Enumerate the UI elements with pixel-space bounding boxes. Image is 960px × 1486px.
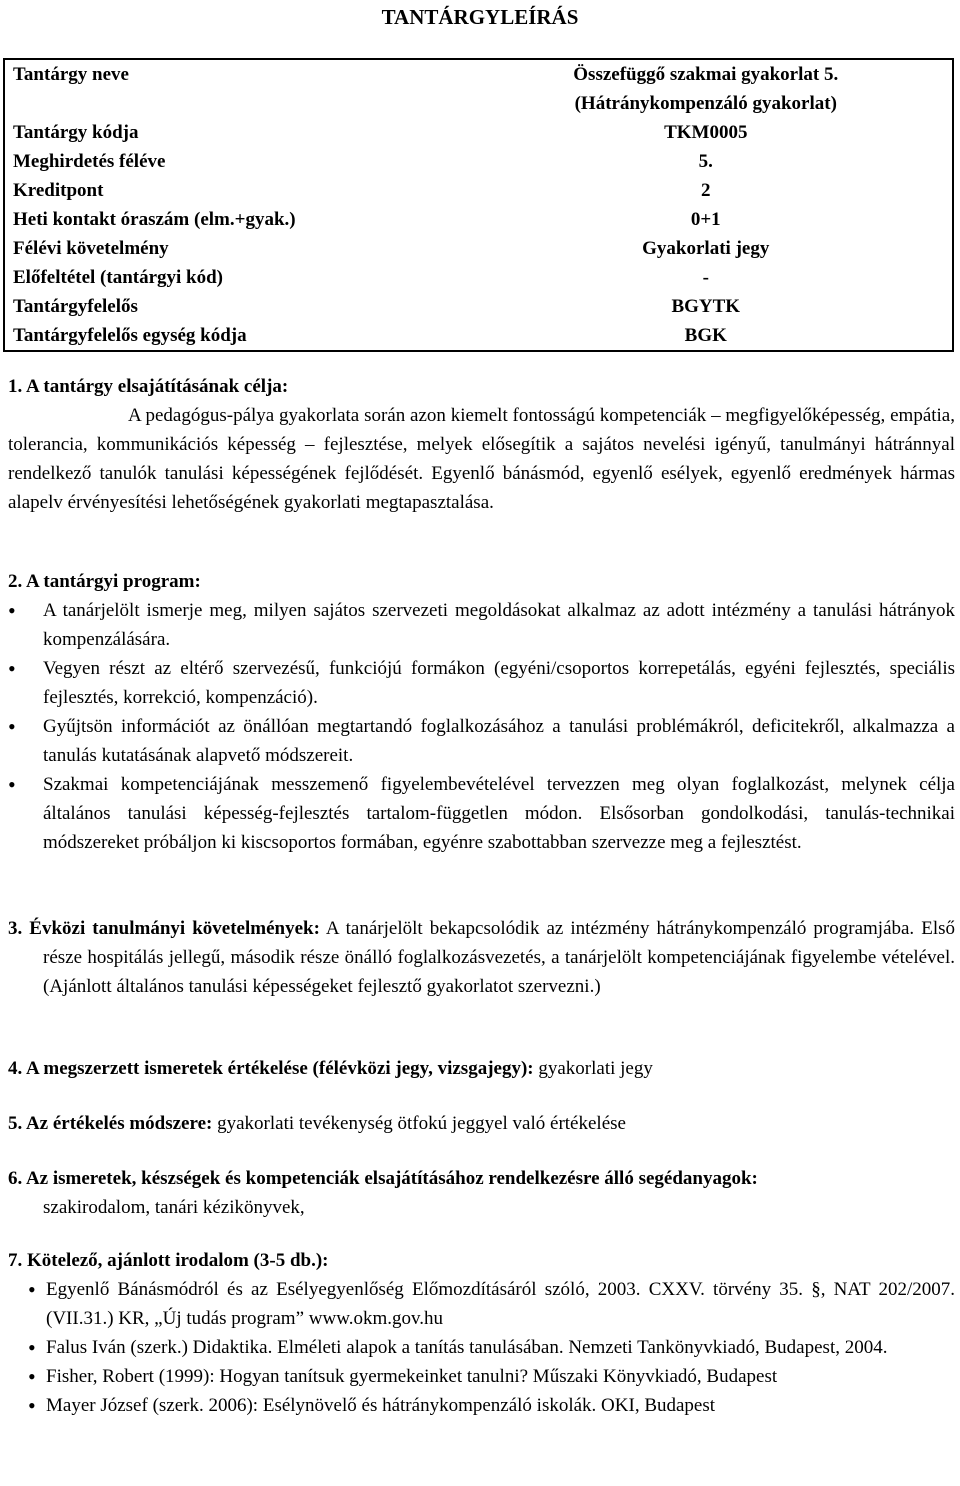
row-label: Tantárgyfelelős egység kódja bbox=[13, 325, 247, 346]
list-item: • Falus Iván (szerk.) Didaktika. Elméleti alapok a tanítás tanulásában. Nemzeti Tankönyvkiadó, Budapest, 2004. bbox=[8, 1333, 955, 1362]
table-row bbox=[4, 118, 953, 147]
list-item: • Egyenlő Bánásmódról és az Esélyegyenlőség Előmozdításáról szóló, 2003. CXXV. törvény 35. §, NAT 202/2007.(VII.31.) KR, „Új tudás program” www.okm.gov.hu bbox=[8, 1275, 955, 1333]
table-row bbox=[4, 147, 953, 176]
row-label: Tantárgyfelelős bbox=[13, 296, 138, 317]
list-item: • Vegyen részt az eltérő szervezésű, funkciójú formákon (egyéni/csoportos korrepetálás, egyéni fejlesztés, speciális fejlesztés, korrekció, kompenzáció). bbox=[8, 654, 955, 712]
section-text: szakirodalom, tanári kézikönyvek, bbox=[43, 1197, 305, 1218]
section-goal bbox=[8, 372, 955, 517]
section-program bbox=[8, 567, 955, 857]
section-heading: 1. A tantárgy elsajátításának célja: bbox=[8, 376, 289, 397]
section-text: A tanárjelölt bekapcsolódik az intézmény hátránykompenzáló programjába. Első része hospitálás jellegű, második része önálló foglalkozásvezetés, a tanárjelölt kompetenciájának figyelembe vételével. (Ajánlott általános tanulási képességeket fejlesztő gyakorlatot szervezni.) bbox=[43, 918, 955, 997]
row-value: BGK bbox=[684, 325, 727, 346]
section-text: gyakorlati jegy bbox=[538, 1058, 653, 1079]
section-assessment bbox=[8, 1054, 955, 1083]
table-row bbox=[4, 292, 953, 321]
course-info-table bbox=[3, 58, 954, 352]
table-row bbox=[4, 205, 953, 234]
list-item: • Mayer József (szerk. 2006): Esélynövelő és hátránykompenzáló iskolák. OKI, Budapest bbox=[8, 1391, 955, 1420]
section-body bbox=[8, 1109, 955, 1138]
row-value: BGYTK bbox=[671, 296, 741, 317]
list-item: • Fisher, Robert (1999): Hogyan tanítsuk gyermekeinket tanulni? Műszaki Könyvkiadó, Budapest bbox=[8, 1362, 955, 1391]
program-list bbox=[8, 596, 955, 857]
row-value: Összefüggő szakmai gyakorlat 5. (Hátránykompenzáló gyakorlat) bbox=[573, 64, 839, 114]
table-row bbox=[4, 234, 953, 263]
literature-list bbox=[8, 1275, 955, 1420]
section-body bbox=[8, 1054, 955, 1083]
document-title: TANTÁRGYLEÍRÁS bbox=[381, 5, 579, 29]
section-heading: 5. Az értékelés módszere: bbox=[8, 1113, 213, 1134]
row-label: Meghirdetés féléve bbox=[13, 151, 166, 172]
row-label: Előfeltétel (tantárgyi kód) bbox=[13, 267, 224, 288]
section-materials bbox=[8, 1164, 955, 1222]
row-label: Tantárgy kódja bbox=[13, 122, 139, 143]
section-text: gyakorlati tevékenység ötfokú jeggyel való értékelése bbox=[217, 1113, 626, 1134]
section-heading: 3. Évközi tanulmányi követelmények: bbox=[8, 918, 320, 939]
section-heading: 2. A tantárgyi program: bbox=[8, 571, 201, 592]
section-body bbox=[8, 914, 955, 1001]
table-row bbox=[4, 263, 953, 292]
row-value: 2 bbox=[701, 180, 711, 201]
section-literature bbox=[8, 1246, 955, 1420]
list-item: • A tanárjelölt ismerje meg, milyen sajátos szervezeti megoldásokat alkalmaz az adott intézmény a tanulási hátrányok kompenzálására. bbox=[8, 596, 955, 654]
list-item: • Szakmai kompetenciájának messzemenő figyelembevételével tervezzen meg olyan foglalkozást, melynek célja általános tanulási képesség-fejlesztés tartalom-független módon. Elsősorban gondolkodási, tanulás-technikai módszereket próbáljon ki kiscsoportos formában, egyénre szabottabban szervezze meg a fejlesztést. bbox=[8, 770, 955, 857]
table-row bbox=[4, 176, 953, 205]
section-requirements bbox=[8, 914, 955, 1001]
section-heading: 4. A megszerzett ismeretek értékelése (félévközi jegy, vizsgajegy): bbox=[8, 1058, 534, 1079]
section-method bbox=[8, 1109, 955, 1138]
row-label: Félévi követelmény bbox=[13, 238, 169, 259]
row-label: Kreditpont bbox=[13, 180, 104, 201]
row-value: Gyakorlati jegy bbox=[642, 238, 770, 259]
row-value: - bbox=[702, 267, 709, 288]
row-label: Heti kontakt óraszám (elm.+gyak.) bbox=[13, 209, 296, 230]
row-value: 5. bbox=[698, 151, 713, 172]
row-value: 0+1 bbox=[690, 209, 721, 230]
row-label: Tantárgy neve bbox=[13, 64, 129, 85]
section-text: A pedagógus-pálya gyakorlata során azon kiemelt fontosságú kompetenciák – megfigyelőképesség, empátia, tolerancia, kommunikációs képesség – fejlesztése, melyek elősegítik a sajátos nevelési igényű, tanulmányi hátránnyal rendelkező tanulók tanulási képességének fejlődését. Egyenlő bánásmód, egyenlő esélyek, egyenlő eredmények hármas alapelv érvényesítési lehetőségének gyakorlati megtapasztalása. bbox=[8, 405, 955, 513]
list-item: • Gyűjtsön információt az önállóan megtartandó foglalkozásához a tanulási problémákról, deficitekről, alkalmazza a tanulás kutatásának alapvető módszereit. bbox=[8, 712, 955, 770]
row-value: TKM0005 bbox=[664, 122, 748, 143]
table-row bbox=[4, 59, 953, 118]
table-row bbox=[4, 321, 953, 351]
section-heading: 6. Az ismeretek, készségek és kompetenciák elsajátításához rendelkezésre álló segédanyagok: bbox=[8, 1168, 758, 1189]
section-heading: 7. Kötelező, ajánlott irodalom (3-5 db.): bbox=[8, 1250, 329, 1271]
